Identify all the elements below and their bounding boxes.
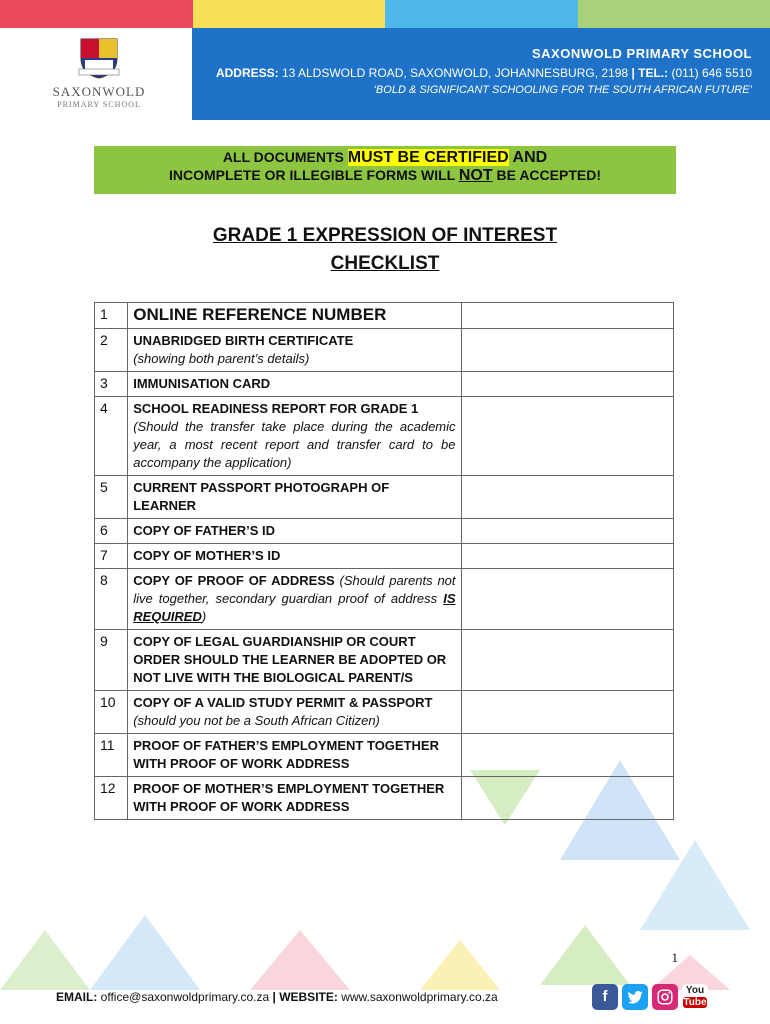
top-color-stripes [0,0,770,28]
row-description [128,734,461,777]
stripe-red [0,0,193,28]
banner-text: BE ACCEPTED! [492,167,601,183]
row-description [128,777,461,820]
banner-underlined: NOT [458,167,493,184]
table-row [95,329,674,372]
row-note: (Should parents not live together, secondary guardian proof of address [133,573,456,606]
row-title: UNABRIDGED BIRTH CERTIFICATE [133,333,354,348]
table-row [95,372,674,397]
instagram-icon[interactable] [652,984,678,1010]
address-label: ADDRESS: [215,66,279,80]
banner-highlight: MUST BE CERTIFIED [347,149,509,166]
row-number: 5 [95,476,128,519]
check-cell[interactable] [461,476,673,519]
decor-triangle [640,840,750,930]
row-description [128,630,461,691]
title-line-2: CHECKLIST [330,253,440,274]
website-label: WEBSITE: [279,990,338,1004]
footer-separator: | [269,990,280,1004]
decor-triangle [90,915,200,990]
notice-banner [94,146,676,194]
banner-line-1 [94,149,676,167]
tel-label: TEL.: [638,66,669,80]
row-title: COPY OF FATHER’S ID [133,523,276,538]
row-number: 4 [95,397,128,476]
row-description [128,519,461,544]
table-row [95,734,674,777]
email-label: EMAIL: [56,990,98,1004]
row-number: 6 [95,519,128,544]
stripe-green [578,0,770,28]
table-row [95,777,674,820]
row-note: ) [201,609,207,624]
row-number: 3 [95,372,128,397]
table-row [95,303,674,329]
row-number: 2 [95,329,128,372]
row-title: COPY OF LEGAL GUARDIANSHIP OR COURT ORDER SHOULD THE LEARNER BE ADOPTED OR NOT LIVE WITH THE BIOLOGICAL PARENT/S [133,634,447,685]
youtube-icon[interactable] [682,984,708,1010]
check-cell[interactable] [461,519,673,544]
tel-value: (011) 646 5510 [671,66,752,80]
check-cell[interactable] [461,734,673,777]
row-description [128,329,461,372]
row-title: COPY OF A VALID STUDY PERMIT & PASSPORT [133,695,433,710]
decor-triangle [0,930,90,990]
banner-text: INCOMPLETE OR ILLEGIBLE FORMS WILL [168,167,459,183]
row-number: 9 [95,630,128,691]
address-value: 13 ALDSWOLD ROAD, SAXONWOLD, JOHANNESBURG, 2198 [281,66,629,80]
row-number: 7 [95,544,128,569]
row-number: 11 [95,734,128,777]
header-school-name: SAXONWOLD PRIMARY SCHOOL [531,46,752,61]
table-row [95,544,674,569]
row-title: COPY OF MOTHER’S ID [133,548,281,563]
row-note: (Should the transfer take place during the academic year, a most recent report and transfer card to be accompany the application) [133,419,456,470]
check-cell[interactable] [461,569,673,630]
check-cell[interactable] [461,303,673,329]
row-note: (showing both parent’s details) [133,351,310,366]
banner-line-2 [94,167,676,185]
social-icons [592,984,708,1010]
check-cell[interactable] [461,397,673,476]
page-title [94,222,676,278]
table-row [95,397,674,476]
row-title: PROOF OF MOTHER’S EMPLOYMENT TOGETHER WITH PROOF OF WORK ADDRESS [133,781,445,814]
check-cell[interactable] [461,630,673,691]
footer-contact [56,990,498,1004]
banner-text: ALL DOCUMENTS [222,149,348,165]
page-number: 1 [671,950,678,965]
website-link[interactable]: www.saxonwoldprimary.co.za [341,990,498,1004]
row-description [128,544,461,569]
row-note-emphasis: IS REQUIRED [133,591,456,624]
table-row [95,691,674,734]
logo-name: SAXONWOLD [52,84,146,99]
logo-subtitle: PRIMARY SCHOOL [57,100,141,109]
decor-triangle [420,940,500,990]
table-row [95,630,674,691]
row-number: 8 [95,569,128,630]
stripe-blue [385,0,578,28]
youtube-label-bottom: Tube [683,997,707,1008]
school-logo [44,36,154,116]
check-cell[interactable] [461,777,673,820]
check-cell[interactable] [461,691,673,734]
table-row [95,519,674,544]
banner-text: AND [508,149,548,166]
email-link[interactable]: office@saxonwoldprimary.co.za [100,990,270,1004]
youtube-label-top: You [685,985,705,996]
row-number: 10 [95,691,128,734]
row-description [128,569,461,630]
row-description [128,397,461,476]
check-cell[interactable] [461,329,673,372]
row-title: COPY OF PROOF OF ADDRESS [133,573,335,588]
title-line-1: GRADE 1 EXPRESSION OF INTEREST [212,225,558,246]
header-address: ADDRESS: 13 ALDSWOLD ROAD, SAXONWOLD, JOHANNESBURG, 2198 | TEL.: (011) 646 5510 [215,66,752,80]
row-title: ONLINE REFERENCE NUMBER [133,305,387,324]
row-description [128,372,461,397]
decor-triangle [540,925,630,985]
row-title: IMMUNISATION CARD [133,376,271,391]
crest-icon [77,36,121,80]
table-row [95,569,674,630]
row-number: 1 [95,303,128,329]
stripe-yellow [193,0,386,28]
row-note: (should you not be a South African Citizen) [133,713,380,728]
header-bar [192,28,770,120]
check-cell[interactable] [461,372,673,397]
row-description [128,476,461,519]
row-description [128,691,461,734]
row-number: 12 [95,777,128,820]
check-cell[interactable] [461,544,673,569]
row-title: PROOF OF FATHER’S EMPLOYMENT TOGETHER WITH PROOF OF WORK ADDRESS [133,738,439,771]
twitter-icon[interactable] [622,984,648,1010]
decor-triangle [250,930,350,990]
facebook-icon[interactable]: f [592,984,618,1010]
row-description [128,303,461,329]
footer [0,984,770,1014]
header-motto: ‘BOLD & SIGNIFICANT SCHOOLING FOR THE SOUTH AFRICAN FUTURE’ [373,84,752,96]
row-title: SCHOOL READINESS REPORT FOR GRADE 1 [133,401,419,416]
row-title: CURRENT PASSPORT PHOTOGRAPH OF LEARNER [133,480,390,513]
checklist-table [94,302,674,820]
table-row [95,476,674,519]
